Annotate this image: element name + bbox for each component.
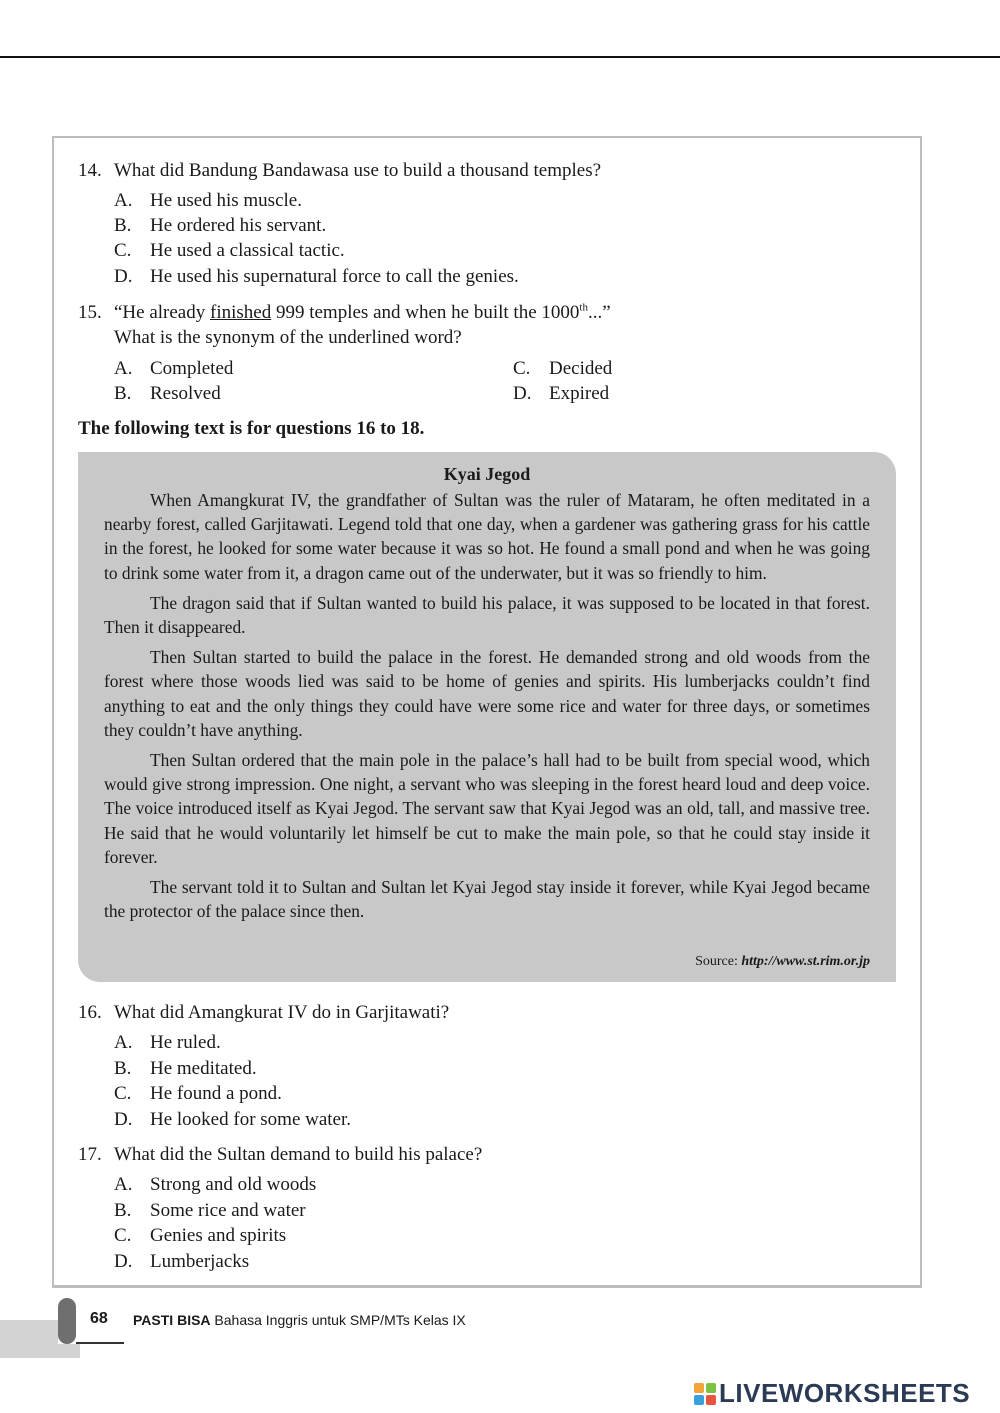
source-url: http://www.st.rim.or.jp <box>741 954 870 969</box>
footer-decor <box>0 1344 80 1358</box>
q14-option-c[interactable]: C. He used a classical tactic. <box>114 240 345 261</box>
passage-title: Kyai Jegod <box>443 464 531 484</box>
passage-paragraph: Then Sultan started to build the palace in the forest. He demanded strong and old woods from the forest where those woods lied was said to be home of genies and spirits. His lumberjacks couldn’t find anything to eat and the only things they could have were some rice and water for three days, or sometimes they couldn’t have anything. <box>104 647 870 740</box>
q16-option-a[interactable]: A. He ruled. <box>114 1032 221 1053</box>
question-16 <box>78 1000 449 1025</box>
question-15-line2: What is the synonym of the underlined word? <box>114 327 462 348</box>
q16-option-c[interactable]: C. He found a pond. <box>114 1083 282 1104</box>
book-title: PASTI BISA Bahasa Inggris untuk SMP/MTs Kelas IX <box>133 1312 466 1328</box>
question-text: What did Amangkurat IV do in Garjitawati? <box>114 1002 450 1023</box>
footer-line <box>76 1342 124 1344</box>
page-number: 68 <box>90 1310 108 1327</box>
question-number: 15. <box>78 302 102 323</box>
question-14 <box>78 158 601 183</box>
passage-paragraph: When Amangkurat IV, the grandfather of Sultan was the ruler of Mataram, he often meditated in a nearby forest, called Garjitawati. Legend told that one day, when a gardener was gathering grass for his cattle in the forest, he looked for some water because it was so hot. He found a small pond and when he was going to drink some water from it, a dragon came out of the underwater, but it was so friendly to him. <box>104 490 870 583</box>
question-17 <box>78 1142 482 1167</box>
question-text: What did Bandung Bandawasa use to build a thousand temples? <box>114 160 602 181</box>
liveworksheets-logo-icon <box>694 1383 716 1405</box>
underlined-word: finished <box>210 302 272 323</box>
q15-option-a[interactable]: A. Completed <box>114 358 234 379</box>
q17-option-c[interactable]: C. Genies and spirits <box>114 1225 287 1246</box>
watermark-text: LIVEWORKSHEETS <box>719 1378 971 1408</box>
q17-option-a[interactable]: A. Strong and old woods <box>114 1174 317 1195</box>
q15-option-c[interactable]: C. Decided <box>513 358 613 379</box>
liveworksheets-watermark <box>694 1378 970 1409</box>
question-text: What did the Sultan demand to build his palace? <box>114 1144 483 1165</box>
q16-option-b[interactable]: B. He meditated. <box>114 1058 257 1079</box>
q17-option-b[interactable]: B. Some rice and water <box>114 1200 306 1221</box>
reading-passage <box>78 452 896 982</box>
passage-instruction: The following text is for questions 16 to 18. <box>78 418 425 439</box>
question-number: 17. <box>78 1144 102 1165</box>
passage-paragraph: The servant told it to Sultan and Sultan let Kyai Jegod stay inside it forever, while Kyai Jegod became the protector of the palace since then. <box>104 877 870 922</box>
q16-option-d[interactable]: D. He looked for some water. <box>114 1109 352 1130</box>
passage-paragraph: The dragon said that if Sultan wanted to build his palace, it was supposed to be located in that forest. Then it disappeared. <box>104 592 870 638</box>
q14-option-b[interactable]: B. He ordered his servant. <box>114 215 327 236</box>
top-rule <box>0 56 1000 58</box>
question-number: 16. <box>78 1002 102 1023</box>
passage-source: Source: http://www.st.rim.or.jp <box>695 954 870 969</box>
q14-option-d[interactable]: D. He used his supernatural force to call the genies. <box>114 266 519 287</box>
question-15: 15. “He already finished 999 temples and when he built the 1000th...” <box>78 301 611 323</box>
q17-option-d[interactable]: D. Lumberjacks <box>114 1251 250 1272</box>
q14-option-a[interactable]: A. He used his muscle. <box>114 190 302 211</box>
q15-option-b[interactable]: B. Resolved <box>114 383 221 404</box>
q15-option-d[interactable]: D. Expired <box>513 383 610 404</box>
question-number: 14. <box>78 160 102 181</box>
footer-tab <box>58 1298 76 1344</box>
passage-paragraph: Then Sultan ordered that the main pole in the palace’s hall had to be built from special wood, which would give strong impression. One night, a servant who was sleeping in the forest heard loud and deep voice. The voice introduced itself as Kyai Jegod. The servant saw that Kyai Jegod was an old, tall, and massive tree. He said that he would voluntarily let himself be cut to make the main pole, so that he could stay inside it forever. <box>104 750 870 867</box>
